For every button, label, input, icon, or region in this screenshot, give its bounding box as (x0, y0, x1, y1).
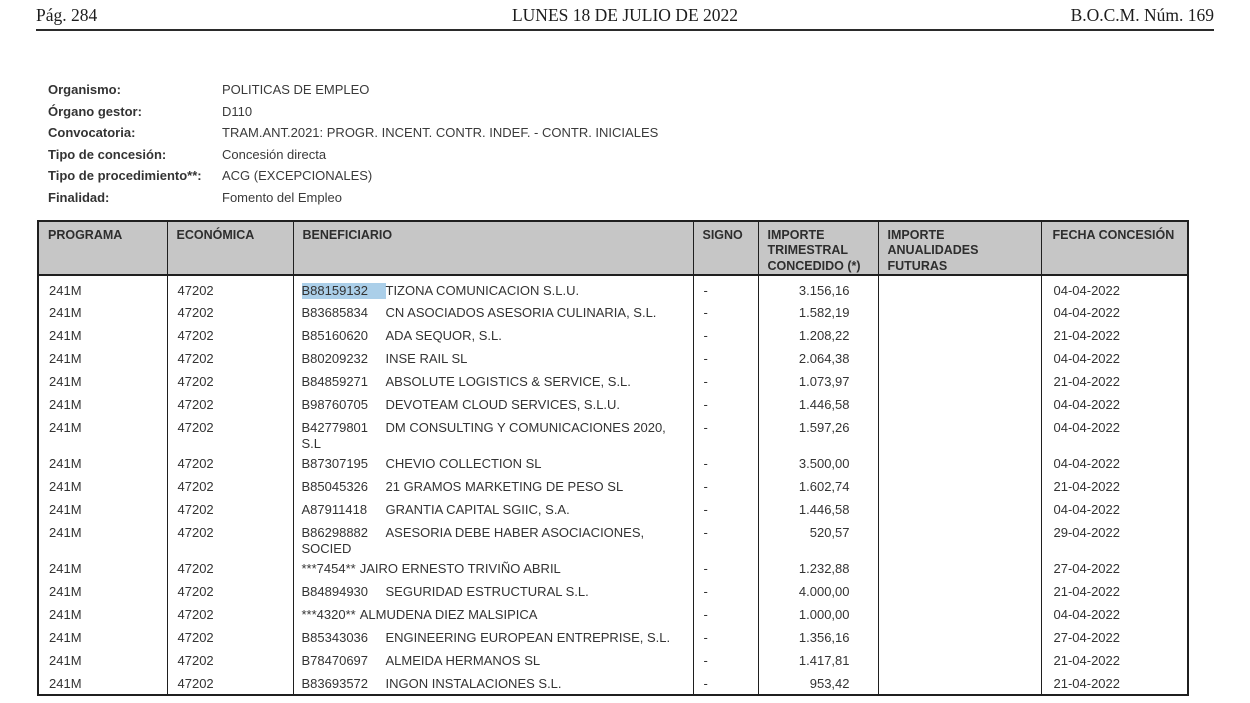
cell-importe-anualidades (878, 416, 1041, 452)
cell-programa: 241M (49, 561, 82, 577)
beneficiario-id: B87307195 (301, 456, 369, 472)
cell-signo: - (693, 393, 758, 416)
cell-economica: 47202 (167, 672, 293, 695)
metadata-label: Tipo de procedimiento**: (48, 168, 202, 184)
column-header-programa: PROGRAMA (38, 221, 167, 276)
table-header-row (38, 221, 1188, 276)
cell-importe-anualidades (878, 347, 1041, 370)
cell-signo: - (693, 672, 758, 695)
cell-importe-anualidades (878, 452, 1041, 475)
cell-fecha-concesion: 21-04-2022 (1041, 580, 1188, 603)
cell-importe-trimestral: 4.000,00 (758, 580, 878, 603)
metadata-value: Fomento del Empleo (222, 189, 342, 205)
table-row (38, 416, 1188, 452)
beneficiario-id: A87911418 (301, 502, 368, 518)
beneficiario-name: INSE RAIL SL (385, 351, 468, 367)
table-row (38, 301, 1188, 324)
page-number: Pág. 284 (36, 5, 98, 25)
table-row (38, 324, 1188, 347)
beneficiario-name: GRANTIA CAPITAL SGIIC, S.A. (385, 502, 570, 518)
cell-importe-anualidades (878, 370, 1041, 393)
cell-fecha-concesion: 27-04-2022 (1041, 626, 1188, 649)
cell-economica: 47202 (167, 393, 293, 416)
beneficiario-id: B88159132 (302, 283, 386, 299)
grants-table (37, 220, 1189, 697)
cell-beneficiario (293, 626, 693, 649)
metadata-label: Convocatoria: (48, 125, 136, 141)
cell-importe-anualidades (878, 580, 1041, 603)
cell-economica: 47202 (167, 521, 293, 557)
cell-importe-trimestral: 1.602,74 (758, 475, 878, 498)
cell-importe-trimestral: 1.417,81 (758, 649, 878, 672)
cell-fecha-concesion: 04-04-2022 (1041, 301, 1188, 324)
cell-importe-anualidades (878, 649, 1041, 672)
table-row (38, 370, 1188, 393)
cell-fecha-concesion: 21-04-2022 (1041, 370, 1188, 393)
cell-beneficiario (293, 557, 693, 580)
cell-economica: 47202 (167, 275, 293, 301)
beneficiario-id: B85160620 (301, 328, 369, 344)
beneficiario-id: B85343036 (301, 630, 369, 646)
beneficiario-id: B84894930 (301, 584, 369, 600)
cell-importe-trimestral: 1.208,22 (758, 324, 878, 347)
table-row (38, 393, 1188, 416)
issue-number: B.O.C.M. Núm. 169 (1070, 5, 1214, 25)
cell-signo: - (693, 370, 758, 393)
beneficiario-name: ENGINEERING EUROPEAN ENTREPRISE, S.L. (385, 630, 671, 646)
grants-table-body (38, 275, 1188, 695)
cell-economica: 47202 (167, 452, 293, 475)
cell-fecha-concesion: 21-04-2022 (1041, 324, 1188, 347)
cell-programa: 241M (49, 283, 82, 299)
beneficiario-id: B84859271 (301, 374, 369, 390)
cell-economica: 47202 (167, 498, 293, 521)
metadata-row (48, 124, 1250, 146)
beneficiario-name: CHEVIO COLLECTION SL (385, 456, 542, 472)
metadata-value: TRAM.ANT.2021: PROGR. INCENT. CONTR. INDEF. - CONTR. INICIALES (222, 125, 659, 141)
cell-signo: - (693, 452, 758, 475)
cell-programa: 241M (49, 653, 82, 669)
cell-programa: 241M (49, 420, 82, 436)
cell-importe-trimestral: 1.446,58 (758, 498, 878, 521)
cell-importe-anualidades (878, 557, 1041, 580)
table-row (38, 347, 1188, 370)
cell-signo: - (693, 347, 758, 370)
cell-importe-anualidades (878, 475, 1041, 498)
metadata-value: Concesión directa (222, 146, 327, 162)
cell-importe-trimestral: 3.156,16 (758, 275, 878, 301)
cell-importe-anualidades (878, 393, 1041, 416)
cell-fecha-concesion: 04-04-2022 (1041, 393, 1188, 416)
cell-fecha-concesion: 04-04-2022 (1041, 347, 1188, 370)
beneficiario-name: TIZONA COMUNICACION S.L.U. (385, 283, 580, 299)
cell-fecha-concesion: 04-04-2022 (1041, 603, 1188, 626)
grants-table-head (38, 221, 1188, 276)
cell-programa: 241M (49, 525, 82, 541)
cell-importe-trimestral: 953,42 (758, 672, 878, 695)
beneficiario-name: SEGURIDAD ESTRUCTURAL S.L. (385, 584, 589, 600)
cell-economica: 47202 (167, 347, 293, 370)
cell-beneficiario (293, 452, 693, 475)
cell-programa: 241M (49, 607, 82, 623)
cell-signo: - (693, 416, 758, 452)
column-header-economica: ECONÓMICA (167, 221, 293, 276)
cell-importe-trimestral: 1.000,00 (758, 603, 878, 626)
cell-signo: - (693, 557, 758, 580)
cell-economica: 47202 (167, 416, 293, 452)
cell-beneficiario (293, 498, 693, 521)
table-row (38, 626, 1188, 649)
cell-economica: 47202 (167, 626, 293, 649)
cell-economica: 47202 (167, 301, 293, 324)
beneficiario-name: ABSOLUTE LOGISTICS & SERVICE, S.L. (385, 374, 631, 390)
beneficiario-name: 21 GRAMOS MARKETING DE PESO SL (385, 479, 624, 495)
cell-fecha-concesion: 27-04-2022 (1041, 557, 1188, 580)
cell-programa: 241M (49, 351, 82, 367)
cell-programa: 241M (49, 584, 82, 600)
beneficiario-name: ALMEIDA HERMANOS SL (385, 653, 541, 669)
cell-beneficiario (293, 301, 693, 324)
cell-fecha-concesion: 04-04-2022 (1041, 416, 1188, 452)
cell-beneficiario (293, 370, 693, 393)
cell-importe-trimestral: 2.064,38 (758, 347, 878, 370)
cell-economica: 47202 (167, 557, 293, 580)
cell-importe-anualidades (878, 521, 1041, 557)
cell-importe-anualidades (878, 672, 1041, 695)
beneficiario-name: DM CONSULTING Y COMUNICACIONES 2020, S.L (301, 420, 666, 452)
cell-programa: 241M (49, 305, 82, 321)
cell-beneficiario (293, 416, 693, 452)
metadata-row (48, 167, 1250, 189)
cell-programa: 241M (49, 502, 82, 518)
table-row (38, 557, 1188, 580)
beneficiario-name: CN ASOCIADOS ASESORIA CULINARIA, S.L. (385, 305, 657, 321)
cell-fecha-concesion: 21-04-2022 (1041, 672, 1188, 695)
beneficiario-id: B85045326 (301, 479, 369, 495)
cell-fecha-concesion: 21-04-2022 (1041, 649, 1188, 672)
cell-signo: - (693, 603, 758, 626)
cell-beneficiario (293, 521, 693, 557)
cell-importe-anualidades (878, 275, 1041, 301)
beneficiario-id: ***7454** (301, 561, 356, 577)
cell-signo: - (693, 324, 758, 347)
edition-date: LUNES 18 DE JULIO DE 2022 (511, 5, 739, 25)
metadata-row (48, 189, 1250, 211)
cell-beneficiario (293, 603, 693, 626)
cell-signo: - (693, 649, 758, 672)
table-row (38, 498, 1188, 521)
cell-beneficiario (293, 580, 693, 603)
column-header-beneficiario: BENEFICIARIO (293, 221, 693, 276)
metadata-label: Órgano gestor: (48, 103, 142, 119)
table-row (38, 672, 1188, 695)
beneficiario-id: B78470697 (301, 653, 369, 669)
cell-programa: 241M (49, 328, 82, 344)
cell-importe-anualidades (878, 603, 1041, 626)
cell-fecha-concesion: 04-04-2022 (1041, 498, 1188, 521)
cell-economica: 47202 (167, 649, 293, 672)
cell-fecha-concesion: 04-04-2022 (1041, 452, 1188, 475)
cell-economica: 47202 (167, 603, 293, 626)
cell-importe-trimestral: 1.073,97 (758, 370, 878, 393)
beneficiario-id: B42779801 (301, 420, 369, 436)
cell-importe-trimestral: 1.356,16 (758, 626, 878, 649)
cell-programa: 241M (49, 676, 82, 692)
column-header-importe-anualidades: IMPORTE ANUALIDADES FUTURAS (878, 221, 1041, 276)
cell-economica: 47202 (167, 475, 293, 498)
table-row (38, 452, 1188, 475)
cell-fecha-concesion: 29-04-2022 (1041, 521, 1188, 557)
table-row (38, 603, 1188, 626)
beneficiario-id: B98760705 (301, 397, 369, 413)
beneficiario-id: B83685834 (301, 305, 369, 321)
cell-beneficiario (293, 324, 693, 347)
metadata-row (48, 103, 1250, 125)
table-row (38, 275, 1188, 301)
cell-signo: - (693, 580, 758, 603)
column-header-signo: SIGNO (693, 221, 758, 276)
header-rule (36, 29, 1214, 31)
beneficiario-name: ASESORIA DEBE HABER ASOCIACIONES, SOCIED (301, 525, 645, 557)
beneficiario-name: ALMUDENA DIEZ MALSIPICA (359, 607, 538, 623)
cell-signo: - (693, 475, 758, 498)
cell-fecha-concesion: 21-04-2022 (1041, 475, 1188, 498)
metadata-value: POLITICAS DE EMPLEO (222, 82, 370, 97)
grant-metadata-section (48, 81, 1250, 211)
metadata-value: D110 (222, 103, 253, 119)
cell-economica: 47202 (167, 324, 293, 347)
cell-importe-trimestral: 1.446,58 (758, 393, 878, 416)
cell-beneficiario (293, 393, 693, 416)
cell-importe-trimestral: 1.597,26 (758, 416, 878, 452)
cell-beneficiario (293, 475, 693, 498)
cell-beneficiario (293, 649, 693, 672)
beneficiario-id: B83693572 (301, 676, 369, 692)
beneficiario-id: B80209232 (301, 351, 369, 367)
table-row (38, 580, 1188, 603)
beneficiario-id: B86298882 (301, 525, 369, 541)
cell-importe-trimestral: 3.500,00 (758, 452, 878, 475)
cell-beneficiario (293, 275, 693, 301)
beneficiario-id: ***4320** (301, 607, 356, 623)
cell-programa: 241M (49, 397, 82, 413)
cell-importe-trimestral: 520,57 (758, 521, 878, 557)
cell-programa: 241M (49, 456, 82, 472)
cell-signo: - (693, 498, 758, 521)
cell-economica: 47202 (167, 580, 293, 603)
metadata-label: Tipo de concesión: (48, 146, 167, 162)
cell-beneficiario (293, 672, 693, 695)
beneficiario-name: DEVOTEAM CLOUD SERVICES, S.L.U. (385, 397, 621, 413)
cell-programa: 241M (49, 479, 82, 495)
table-row (38, 475, 1188, 498)
metadata-label: Organismo: (48, 82, 121, 97)
cell-signo: - (693, 275, 758, 301)
table-row (38, 521, 1188, 557)
cell-signo: - (693, 521, 758, 557)
cell-beneficiario (293, 347, 693, 370)
bulletin-header (0, 0, 1250, 26)
beneficiario-name: JAIRO ERNESTO TRIVIÑO ABRIL (359, 561, 561, 577)
cell-programa: 241M (49, 374, 82, 390)
table-row (38, 649, 1188, 672)
cell-importe-anualidades (878, 324, 1041, 347)
column-header-importe-trimestral: IMPORTE TRIMESTRAL CONCEDIDO (*) (758, 221, 878, 276)
cell-fecha-concesion: 04-04-2022 (1041, 275, 1188, 301)
cell-importe-anualidades (878, 626, 1041, 649)
cell-programa: 241M (49, 630, 82, 646)
cell-economica: 47202 (167, 370, 293, 393)
cell-importe-anualidades (878, 301, 1041, 324)
cell-importe-anualidades (878, 498, 1041, 521)
cell-signo: - (693, 301, 758, 324)
cell-importe-trimestral: 1.582,19 (758, 301, 878, 324)
beneficiario-name: ADA SEQUOR, S.L. (385, 328, 502, 344)
beneficiario-name: INGON INSTALACIONES S.L. (385, 676, 562, 692)
metadata-row (48, 146, 1250, 168)
metadata-value: ACG (EXCEPCIONALES) (222, 168, 373, 184)
cell-importe-trimestral: 1.232,88 (758, 557, 878, 580)
cell-signo: - (693, 626, 758, 649)
metadata-row (48, 81, 1250, 103)
metadata-label: Finalidad: (48, 189, 110, 205)
column-header-fecha: FECHA CONCESIÓN (1041, 221, 1188, 276)
